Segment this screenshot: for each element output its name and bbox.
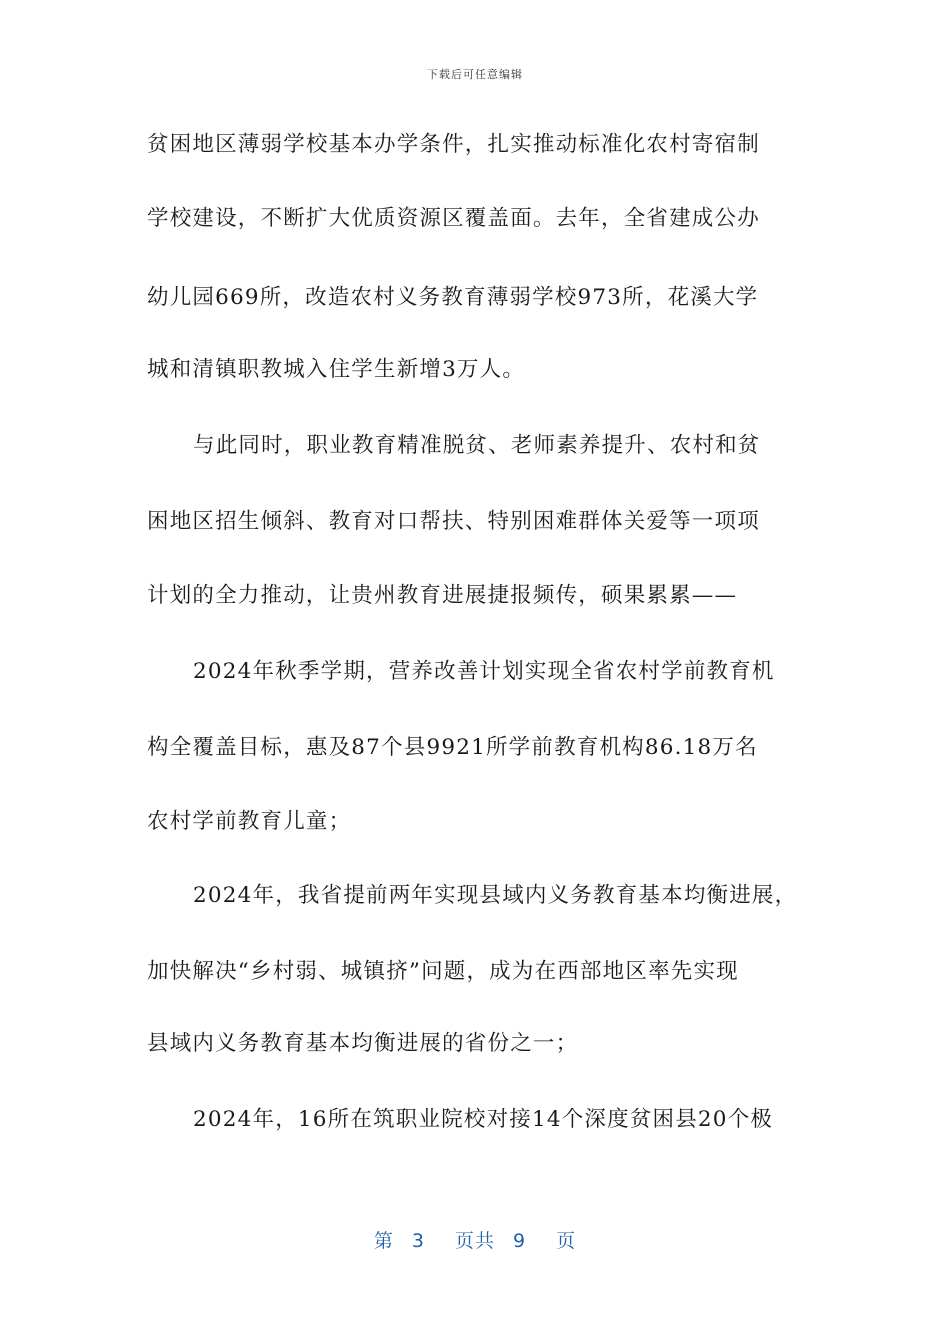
body-line: 构全覆盖目标，惠及87个县9921所学前教育机构86.18万名: [147, 735, 758, 760]
body-line: 学校建设，不断扩大优质资源区覆盖面。去年，全省建成公办: [147, 206, 760, 231]
footer-page-number: 3: [411, 1230, 425, 1252]
footer-total-pages: 9: [513, 1230, 527, 1252]
body-line: 贫困地区薄弱学校基本办学条件，扎实推动标准化农村寄宿制: [147, 132, 760, 157]
paragraph-first-line: 2024年，16所在筑职业院校对接14个深度贫困县20个极: [193, 1107, 774, 1132]
paragraph-first-line: 2024年秋季学期，营养改善计划实现全省农村学前教育机: [193, 659, 775, 684]
body-line: 县域内义务教育基本均衡进展的省份之一；: [147, 1031, 579, 1056]
body-line: 幼儿园669所，改造农村义务教育薄弱学校973所，花溪大学: [147, 285, 759, 310]
body-line: 困地区招生倾斜、教育对口帮扶、特别困难群体关爱等一项项: [147, 509, 760, 534]
footer-middle: 页共: [454, 1230, 495, 1252]
footer-prefix: 第: [373, 1230, 394, 1252]
body-line: 城和清镇职教城入住学生新增3万人。: [147, 357, 526, 382]
body-line: 加快解决“乡村弱、城镇挤”问题，成为在西部地区率先实现: [147, 959, 739, 984]
footer-suffix: 页: [556, 1230, 577, 1252]
page-header-note: 下载后可任意编辑: [427, 68, 523, 81]
page-footer: [0, 1226, 950, 1253]
body-line: 农村学前教育儿童；: [147, 809, 352, 834]
body-line: 计划的全力推动，让贵州教育进展捷报频传，硕果累累——: [147, 583, 738, 608]
paragraph-first-line: 与此同时，职业教育精准脱贫、老师素养提升、农村和贫: [193, 433, 761, 458]
paragraph-first-line: 2024年，我省提前两年实现县域内义务教育基本均衡进展，: [193, 883, 798, 908]
